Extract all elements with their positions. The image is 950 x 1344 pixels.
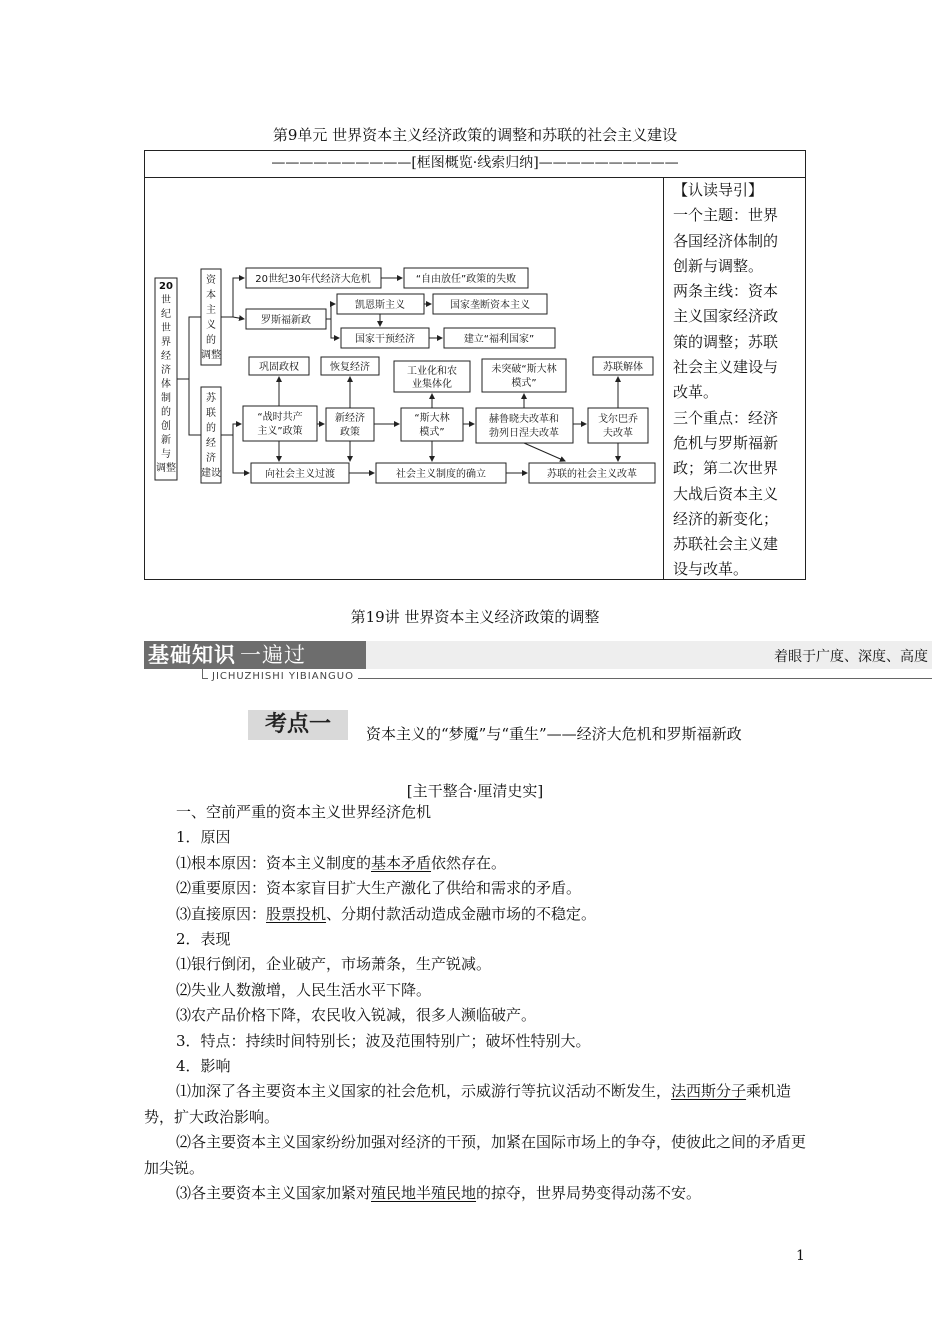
guide-line: 改革。 (673, 383, 719, 402)
svg-text:建设: 建设 (201, 468, 221, 479)
sub-heading: 1．原因 (176, 828, 231, 847)
guide-line: 设与改革。 (673, 560, 749, 579)
kaodian-title: 资本主义的“梦魇”与“重生”——经济大危机和罗斯福新政 (366, 725, 742, 743)
svg-text:经: 经 (206, 438, 216, 449)
banner-pinyin: JICHUZHISHI YIBIANGUO (208, 671, 358, 682)
guide-line: 主义国家经济政 (673, 307, 779, 326)
node-industrialization-l1: 工业化和农 (407, 366, 457, 377)
list-item: ⑵失业人数激增，人民生活水平下降。 (176, 980, 432, 999)
node-war-communism-l1: “战时共产 (257, 412, 303, 423)
svg-text:世: 世 (161, 295, 171, 306)
svg-text:济: 济 (161, 365, 171, 376)
sub-heading: 3．特点：持续时间特别长；波及范围特别广；破坏性特别大。 (176, 1031, 591, 1050)
reading-guide (663, 177, 805, 579)
page-number: 1 (796, 1248, 805, 1264)
kaodian-badge: 考点一 (248, 710, 348, 740)
svg-text:制: 制 (161, 393, 171, 404)
list-item: ⑶直接原因：股票投机、分期付款活动造成金融市场的不稳定。 (176, 904, 597, 923)
diagram-branch-capitalism (201, 273, 221, 361)
section-heading: 一、空前严重的资本主义世界经济危机 (176, 803, 432, 821)
svg-text:的: 的 (206, 423, 216, 434)
svg-text:界: 界 (161, 337, 171, 348)
svg-text:义: 义 (206, 320, 216, 331)
guide-line: 各国经济体制的 (673, 231, 779, 250)
node-transition: 向社会主义过渡 (265, 469, 335, 480)
guide-line: 政；第二次世界 (673, 459, 779, 478)
list-item: ⑶农产品价格下降，农民收入锐减，很多人濒临破产。 (176, 1006, 537, 1025)
guide-line: 一个主题：世界 (673, 206, 779, 225)
banner-main: 基础知识 一遍过 (144, 641, 366, 669)
node-industrialization-l2: 业集体化 (412, 379, 452, 390)
svg-text:济: 济 (206, 453, 216, 464)
list-item: ⑴银行倒闭，企业破产，市场萧条，生产锐减。 (176, 955, 492, 974)
svg-text:调整: 调整 (201, 350, 221, 361)
banner-tagline: 着眼于广度、深度、高度 (774, 649, 928, 665)
node-welfare: 建立“福利国家” (463, 334, 535, 345)
body-text (144, 800, 810, 1207)
svg-text:世: 世 (161, 323, 171, 334)
svg-text:纪: 纪 (161, 309, 171, 320)
svg-text:新: 新 (161, 435, 171, 446)
list-item: ⑴根本原因：资本主义制度的基本矛盾依然存在。 (176, 853, 507, 872)
node-intervention: 国家干预经济 (355, 334, 415, 345)
list-item: ⑶各主要资本主义国家加紧对殖民地半殖民地的掠夺，世界局势变得动荡不安。 (176, 1184, 702, 1203)
guide-heading: 【认读导引】 (673, 181, 764, 199)
svg-text:与: 与 (161, 449, 171, 460)
sub-heading: 2．表现 (176, 930, 231, 949)
svg-text:联: 联 (206, 408, 216, 419)
node-nep-l2: 政策 (340, 427, 360, 438)
node-recover: 恢复经济 (330, 362, 370, 373)
node-no-breakthrough-l2: 模式” (511, 378, 537, 389)
kaodian-subtitle: [主干整合·厘清史实] (406, 782, 544, 800)
section-banner (144, 641, 932, 682)
node-dissolution: 苏联解体 (603, 362, 643, 373)
node-khrushchev-l2: 勃列日涅夫改革 (489, 428, 559, 439)
node-new-deal: 罗斯福新政 (261, 315, 311, 326)
svg-text:主: 主 (206, 305, 216, 316)
node-khrushchev-l1: 赫鲁晓夫改革和 (489, 414, 559, 425)
guide-line: 社会主义建设与 (673, 358, 779, 377)
node-establish: 社会主义制度的确立 (396, 469, 486, 480)
node-stalin-l1: “斯大林 (414, 413, 450, 424)
node-keynesianism: 凯恩斯主义 (355, 300, 405, 311)
guide-line: 经济的新变化； (673, 509, 779, 528)
guide-line: 策的调整；苏联 (673, 332, 779, 351)
lecture-title: 第19讲 世界资本主义经济政策的调整 (350, 608, 600, 626)
node-no-breakthrough-l1: 未突破“斯大林 (491, 364, 557, 375)
svg-text:调整: 调整 (156, 463, 176, 474)
guide-line: 创新与调整。 (673, 256, 764, 275)
node-gorbachev-l1: 戈尔巴乔 (598, 414, 638, 425)
svg-text:的: 的 (206, 335, 216, 346)
list-item: ⑵各主要资本主义国家纷纷加强对经济的干预，加紧在国际市场上的争夺，使彼此之间的矛盾更加尖锐。 (144, 1133, 807, 1177)
sub-heading: 4．影响 (176, 1057, 231, 1076)
node-laissez-faire: “自由放任”政策的失败 (415, 274, 517, 285)
guide-line: 危机与罗斯福新 (673, 433, 779, 452)
node-consolidate: 巩固政权 (259, 362, 299, 373)
guide-line: 两条主线：资本 (673, 282, 779, 301)
structure-diagram (145, 177, 663, 579)
svg-text:体: 体 (161, 379, 171, 390)
svg-text:创: 创 (161, 421, 171, 432)
svg-text:苏: 苏 (206, 393, 216, 404)
node-crisis: 20世纪30年代经济大危机 (255, 274, 371, 285)
guide-line: 大战后资本主义 (673, 484, 779, 503)
frame-header: ——————————[框图概览·线索归纳]—————————— (145, 151, 805, 178)
svg-text:20: 20 (159, 281, 173, 292)
guide-line: 苏联社会主义建 (673, 535, 779, 554)
unit-title: 第9单元 世界资本主义经济政策的调整和苏联的社会主义建设 (272, 126, 678, 144)
svg-text:的: 的 (161, 407, 171, 418)
diagram-branch-soviet (201, 391, 221, 479)
guide-line: 三个重点：经济 (673, 408, 779, 427)
svg-text:本: 本 (206, 290, 216, 301)
svg-text:资: 资 (206, 275, 216, 286)
overview-frame (144, 150, 806, 580)
node-war-communism-l2: 主义”政策 (257, 426, 303, 437)
node-nep-l1: 新经济 (335, 413, 365, 424)
node-gorbachev-l2: 夫改革 (603, 428, 633, 439)
diagram-root-label (156, 281, 176, 474)
node-state-monopoly: 国家垄断资本主义 (450, 300, 530, 311)
svg-text:经: 经 (161, 351, 171, 362)
list-item: ⑴加深了各主要资本主义国家的社会危机，示威游行等抗议活动不断发生，法西斯分子乘机造势，扩大政治影响。 (144, 1082, 792, 1126)
node-soviet-reform: 苏联的社会主义改革 (547, 469, 637, 480)
node-stalin-l2: 模式” (419, 427, 445, 438)
list-item: ⑵重要原因：资本家盲目扩大生产激化了供给和需求的矛盾。 (176, 879, 582, 898)
